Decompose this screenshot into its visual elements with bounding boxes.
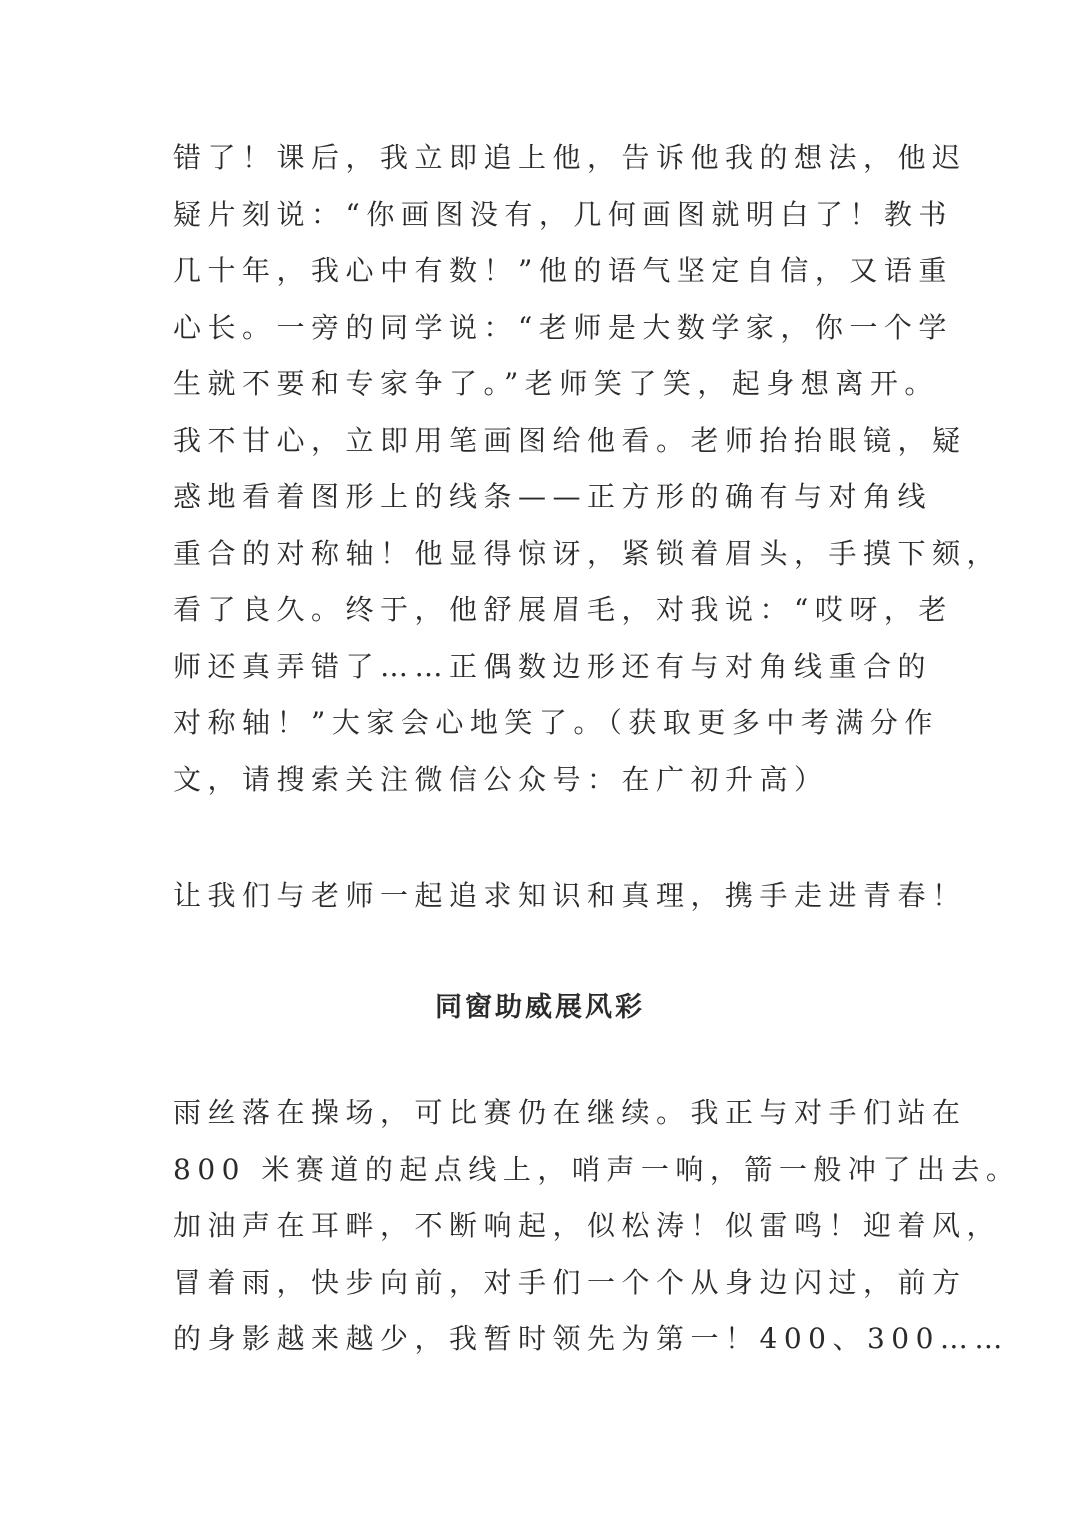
text-line: 文，请搜索关注微信公众号：在广初升高） xyxy=(173,763,829,796)
text-line: 雨丝落在操场，可比赛仍在继续。我正与对手们站在 xyxy=(173,1096,967,1129)
section-title: 同窗助威展风彩 xyxy=(435,992,645,1023)
text-line: 加油声在耳畔，不断响起，似松涛！似雷鸣！迎着风， xyxy=(173,1209,1002,1242)
text-line: 惑地看着图形上的线条——正方形的确有与对角线 xyxy=(173,480,933,513)
text-line: 几十年，我心中有数！”他的语气坚定自信，又语重 xyxy=(173,254,953,287)
closing-sentence: 让我们与老师一起追求知识和真理，携手走进青春！ xyxy=(173,879,967,912)
text-line: 的身影越来越少，我暂时领先为第一！400、300…… xyxy=(173,1322,1009,1355)
text-line: 800 米赛道的起点线上，哨声一响，箭一般冲了出去。 xyxy=(173,1153,1021,1186)
text-line: 对称轴！”大家会心地笑了。（获取更多中考满分作 xyxy=(173,706,939,739)
text-line: 看了良久。终于，他舒展眉毛，对我说：“哎呀，老 xyxy=(173,593,953,626)
text-line: 心长。一旁的同学说：“老师是大数学家，你一个学 xyxy=(173,311,953,344)
text-line: 冒着雨，快步向前，对手们一个个从身边闪过，前方 xyxy=(173,1266,967,1299)
text-line: 错了！课后，我立即追上他，告诉他我的想法，他迟 xyxy=(173,141,967,174)
text-line: 重合的对称轴！他显得惊讶，紧锁着眉头，手摸下颏， xyxy=(173,537,1002,570)
text-line: 生就不要和专家争了。”老师笑了笑，起身想离开。 xyxy=(173,367,939,400)
text-line: 师还真弄错了……正偶数边形还有与对角线重合的 xyxy=(173,650,933,683)
text-line: 疑片刻说：“你画图没有，几何画图就明白了！教书 xyxy=(173,198,953,231)
text-line: 我不甘心，立即用笔画图给他看。老师抬抬眼镜，疑 xyxy=(173,424,967,457)
